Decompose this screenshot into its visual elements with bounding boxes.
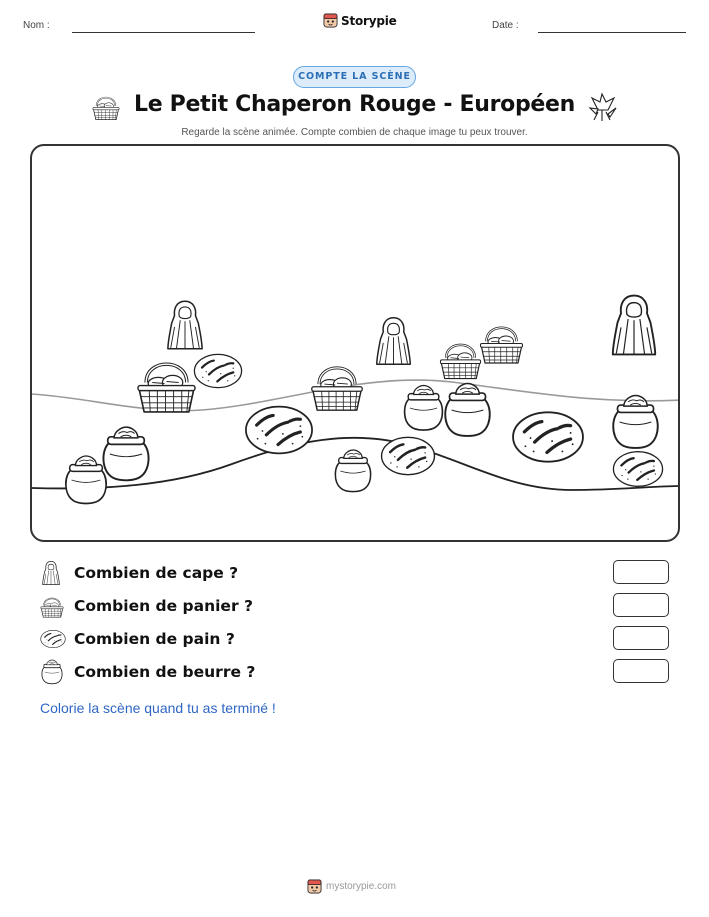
date-label: Date :	[492, 20, 519, 31]
scene-bread[interactable]	[511, 409, 585, 465]
name-label: Nom :	[23, 20, 50, 31]
name-line[interactable]	[72, 32, 255, 33]
footer-url[interactable]: mystorypie.com	[326, 881, 397, 892]
scene-basket[interactable]	[479, 317, 524, 367]
question-label: Combien de cape ?	[74, 564, 239, 582]
scene-bread[interactable]	[244, 403, 314, 457]
scene-cape[interactable]	[373, 315, 414, 367]
answer-box-butter[interactable]	[613, 659, 669, 683]
basket-icon	[40, 593, 64, 619]
answer-box-basket[interactable]	[613, 593, 669, 617]
scene-bread[interactable]	[193, 351, 243, 391]
scene-basket[interactable]	[136, 351, 197, 416]
page-subtitle: Regarde la scène animée. Compte combien de chaque image tu peux trouver.	[181, 127, 528, 138]
question-cape	[40, 560, 680, 586]
scene-bread[interactable]	[380, 435, 436, 477]
scene-basket[interactable]	[439, 335, 482, 382]
date-line[interactable]	[538, 32, 686, 33]
brand-name: Storypie	[341, 13, 397, 28]
color-instruction: Colorie la scène quand tu as terminé !	[40, 700, 276, 716]
storypie-logo-icon	[307, 879, 322, 894]
scene-butter-pot[interactable]	[332, 447, 374, 495]
butter-pot-icon	[40, 659, 64, 685]
activity-badge: COMPTE LA SCÈNE	[293, 66, 416, 88]
counting-scene[interactable]	[30, 144, 680, 542]
question-basket	[40, 593, 680, 619]
footer	[307, 879, 396, 894]
scene-butter-pot[interactable]	[609, 392, 662, 452]
brand	[323, 13, 397, 28]
question-bread	[40, 626, 680, 652]
answer-box-bread[interactable]	[613, 626, 669, 650]
question-label: Combien de beurre ?	[74, 663, 256, 681]
answer-box-cape[interactable]	[613, 560, 669, 584]
scene-butter-pot[interactable]	[441, 379, 494, 441]
scene-bread[interactable]	[612, 448, 664, 490]
cape-icon	[40, 560, 62, 586]
question-label: Combien de pain ?	[74, 630, 235, 648]
question-butter	[40, 659, 680, 685]
scene-cape[interactable]	[608, 292, 660, 358]
scene-basket[interactable]	[310, 356, 364, 414]
scene-butter-pot[interactable]	[99, 425, 153, 483]
question-label: Combien de panier ?	[74, 597, 253, 615]
scene-cape[interactable]	[166, 297, 204, 353]
bread-icon	[40, 628, 66, 650]
storypie-logo-icon	[323, 13, 338, 28]
page-title: Le Petit Chaperon Rouge - Européen	[133, 92, 576, 117]
scene-butter-pot[interactable]	[401, 382, 446, 434]
